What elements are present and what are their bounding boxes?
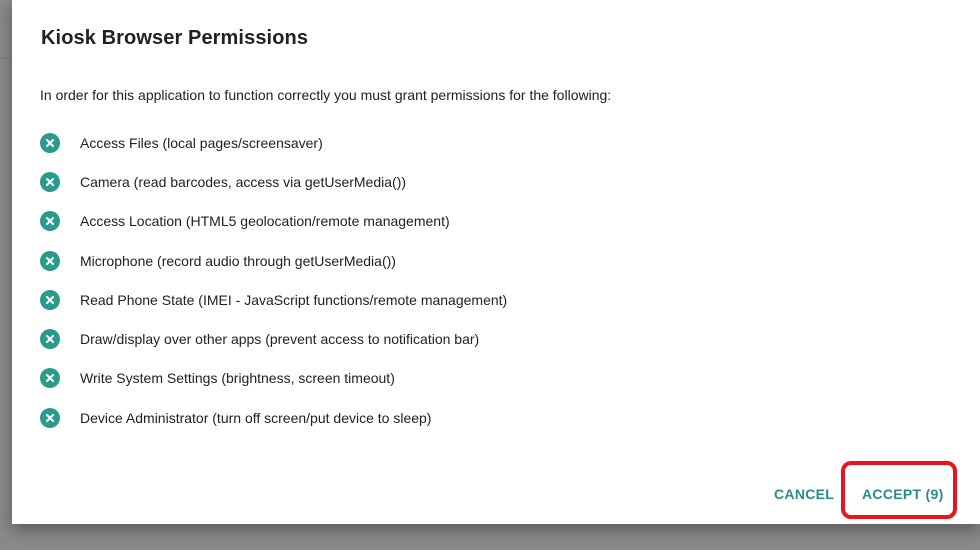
permission-item-microphone	[40, 241, 507, 280]
permission-item-system-settings	[40, 359, 507, 398]
accept-button[interactable]: ACCEPT (9)	[862, 464, 952, 524]
permission-item-camera	[40, 162, 507, 201]
permission-label: Device Administrator (turn off screen/put device to sleep)	[80, 409, 432, 426]
close-circle-icon	[40, 172, 60, 192]
close-circle-icon	[40, 408, 60, 428]
permission-label: Access Files (local pages/screensaver)	[80, 134, 323, 151]
close-circle-icon	[40, 290, 60, 310]
permission-label: Write System Settings (brightness, screen timeout)	[80, 370, 395, 387]
permission-label: Read Phone State (IMEI - JavaScript functions/remote management)	[80, 291, 508, 308]
cancel-button[interactable]: CANCEL	[774, 464, 834, 524]
dialog-title: Kiosk Browser Permissions	[41, 27, 309, 49]
permissions-dialog	[12, 0, 980, 524]
dialog-actions	[12, 464, 980, 524]
permission-item-overlay	[40, 319, 507, 358]
permission-item-files	[40, 123, 507, 162]
close-circle-icon	[40, 211, 60, 231]
permission-label: Access Location (HTML5 geolocation/remote management)	[80, 213, 450, 230]
permission-list	[40, 123, 507, 437]
close-circle-icon	[40, 368, 60, 388]
permission-item-phone-state	[40, 280, 507, 319]
permission-item-location	[40, 202, 507, 241]
permission-label: Draw/display over other apps (prevent access to notification bar)	[80, 331, 480, 348]
permission-label: Camera (read barcodes, access via getUserMedia())	[80, 173, 407, 190]
close-circle-icon	[40, 329, 60, 349]
dialog-message: In order for this application to function correctly you must grant permissions for the following:	[40, 87, 612, 103]
close-circle-icon	[40, 251, 60, 271]
close-circle-icon	[40, 133, 60, 153]
permission-item-device-admin	[40, 398, 507, 437]
permission-label: Microphone (record audio through getUserMedia())	[80, 252, 396, 269]
